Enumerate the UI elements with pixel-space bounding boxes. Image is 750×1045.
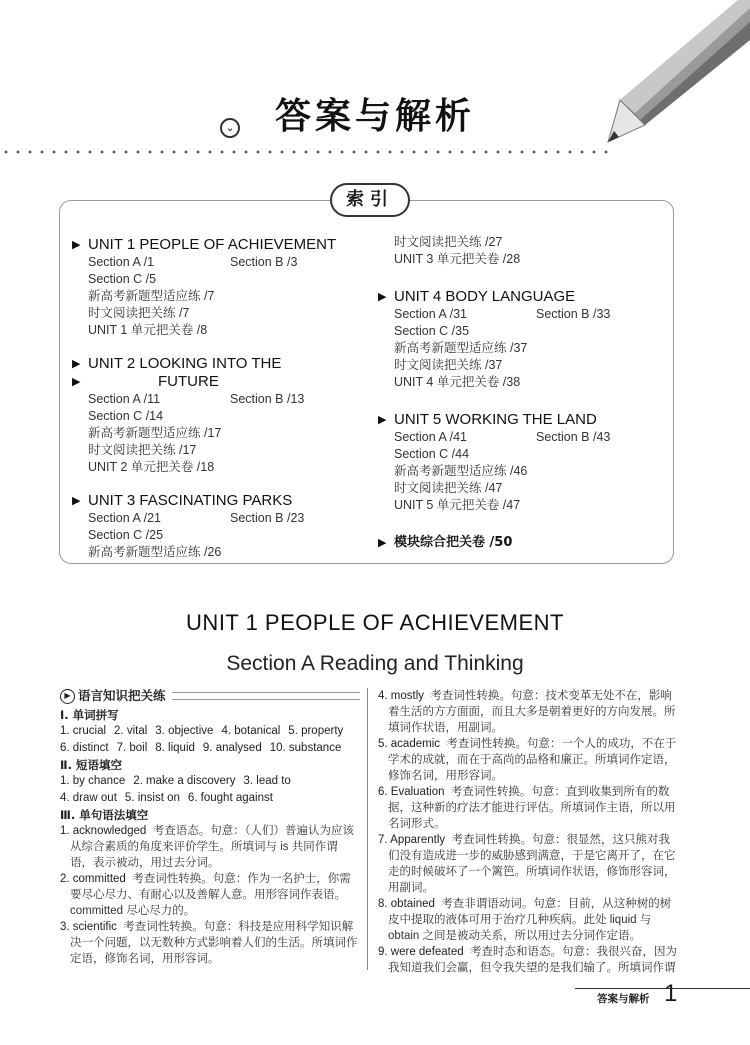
index-entry[interactable]: 时文阅读把关练 /7: [88, 306, 190, 320]
index-entry[interactable]: Section C /5: [88, 272, 157, 286]
index-entry[interactable]: 新高考新题型适应练 /17: [88, 426, 222, 440]
answer-item: 2. committed 考查词性转换。句意：作为一名护士，你需要尽心尽力、有耐心以及善解人意。用形容词作表语。committed 尽心尽力的。: [60, 873, 351, 917]
answer-item: 3. scientific 考查词性转换。句意：科技是应用科学知识解决一个问题，以无数种方式影响着人们的生活。所填词作定语，修饰名词，用形容词。: [60, 921, 358, 965]
index-entry[interactable]: 时文阅读把关练 /37: [394, 358, 503, 372]
index-entry[interactable]: UNIT 3 单元把关卷 /28: [394, 252, 521, 266]
answer-row: 1. crucial 2. vital 3. objective 4. botanical 5. property: [60, 725, 344, 737]
index-entry[interactable]: 时文阅读把关练 /17: [88, 443, 197, 457]
part-heading: Ⅱ. 短语填空: [60, 758, 122, 772]
answer-item: 5. academic 考查词性转换。句意：一个人的成功，不在于学术的成就，而在于高尚的品格和廉正。所填词作定语，修饰名词，用形容词。: [378, 738, 677, 782]
index-entry[interactable]: Section C /35: [394, 324, 470, 338]
index-unit-4[interactable]: ▶ UNIT 4 BODY LANGUAGE: [378, 288, 668, 306]
index-entry[interactable]: UNIT 1 单元把关卷 /8: [88, 323, 208, 337]
index-entry[interactable]: Section C /25: [88, 528, 164, 542]
index-entry[interactable]: 时文阅读把关练 /27: [394, 235, 503, 249]
answers-right-column: [378, 688, 678, 976]
answer-row: 4. draw out 5. insist on 6. fought against: [60, 792, 273, 804]
index-entry[interactable]: Section A /41 Section B /43: [394, 430, 611, 444]
index-entry[interactable]: Section A /1 Section B /3: [88, 255, 298, 269]
index-final-exam[interactable]: ▶ 模块综合把关卷 /50: [378, 534, 668, 552]
index-entry[interactable]: 时文阅读把关练 /47: [394, 481, 503, 495]
index-entry[interactable]: Section C /14: [88, 409, 164, 423]
index-entry[interactable]: Section C /44: [394, 447, 470, 461]
index-entry[interactable]: 新高考新题型适应练 /7: [88, 289, 215, 303]
dotted-divider: [0, 150, 610, 154]
answer-item: 9. were defeated 考查时态和语态。句意：我很兴奋，因为我知道我们会赢，但令我失望的是我们输了。所填词作谓: [378, 946, 678, 974]
answer-item: 1. acknowledged 考查语态。句意：（人们）普遍认为应该从综合素质的角度来评价学生。所填词与 is 共同作谓语，表示被动，用过去分词。: [60, 825, 354, 869]
index-unit-1[interactable]: ▶ UNIT 1 PEOPLE OF ACHIEVEMENT: [72, 236, 372, 254]
index-entry[interactable]: Section A /21 Section B /23: [88, 511, 305, 525]
answer-item: 6. Evaluation 考查词性转换。句意：直到收集到所有的数据，这种新的疗法才能进行评估。所填词作主语，所以用名词形式。: [378, 786, 676, 830]
answers-left-column: [60, 688, 360, 967]
block-heading: ▶ 语言知识把关练: [60, 688, 360, 704]
index-entry[interactable]: 新高考新题型适应练 /46: [394, 464, 528, 478]
title-chevron-icon: ⌄: [220, 118, 240, 138]
index-entry[interactable]: UNIT 5 单元把关卷 /47: [394, 498, 521, 512]
index-left-column: [72, 236, 372, 561]
answer-item: 7. Apparently 考查词性转换。句意：很显然，这只熊对我们没有造成进一步的威胁感到满意，于是它离开了，在它走的时候破坏了一个篱笆。所填词作状语，修饰形容词，用副词。: [378, 834, 676, 894]
answer-row: 6. distinct 7. boil 8. liquid 9. analysed 10. substance: [60, 742, 342, 754]
index-unit-2-cont[interactable]: ▶ FUTURE: [72, 373, 372, 391]
unit-title: UNIT 1 PEOPLE OF ACHIEVEMENT: [186, 610, 564, 635]
page-title: 答案与解析: [274, 96, 475, 137]
index-unit-3[interactable]: ▶ UNIT 3 FASCINATING PARKS: [72, 492, 372, 510]
answer-row: 1. by chance 2. make a discovery 3. lead to: [60, 775, 291, 787]
answer-item: 8. obtained 考查非谓语动词。句意：目前，从这种树的树皮中提取的液体可用于治疗几种疾病。此处 liquid 与 obtain 之间是被动关系，所以用过去分词作定语。: [378, 898, 672, 942]
index-entry[interactable]: UNIT 4 单元把关卷 /38: [394, 375, 521, 389]
column-divider: [367, 688, 368, 970]
part-heading: Ⅲ. 单句语法填空: [60, 808, 149, 822]
chevron-right-icon: ▶: [60, 689, 75, 704]
index-entry[interactable]: Section A /11 Section B /13: [88, 392, 305, 406]
index-right-column: [378, 234, 668, 552]
section-title: Section A Reading and Thinking: [226, 652, 524, 675]
index-badge: 索引: [330, 183, 410, 217]
index-entry[interactable]: 新高考新题型适应练 /37: [394, 341, 528, 355]
page-number: 1: [664, 980, 678, 1007]
index-unit-2[interactable]: ▶ UNIT 2 LOOKING INTO THE: [72, 355, 372, 373]
part-heading: Ⅰ. 单词拼写: [60, 708, 119, 722]
index-unit-5[interactable]: ▶ UNIT 5 WORKING THE LAND: [378, 411, 668, 429]
index-entry[interactable]: UNIT 2 单元把关卷 /18: [88, 460, 215, 474]
index-entry[interactable]: 新高考新题型适应练 /26: [88, 545, 222, 559]
footer-rule: [575, 988, 750, 989]
index-entry[interactable]: Section A /31 Section B /33: [394, 307, 611, 321]
answer-item: 4. mostly 考查词性转换。句意：技术变革无处不在，影响着生活的方方面面，而且大多是朝着更好的方向发展。所填词作状语，用副词。: [378, 690, 676, 734]
footer-label: 答案与解析: [597, 993, 650, 1005]
